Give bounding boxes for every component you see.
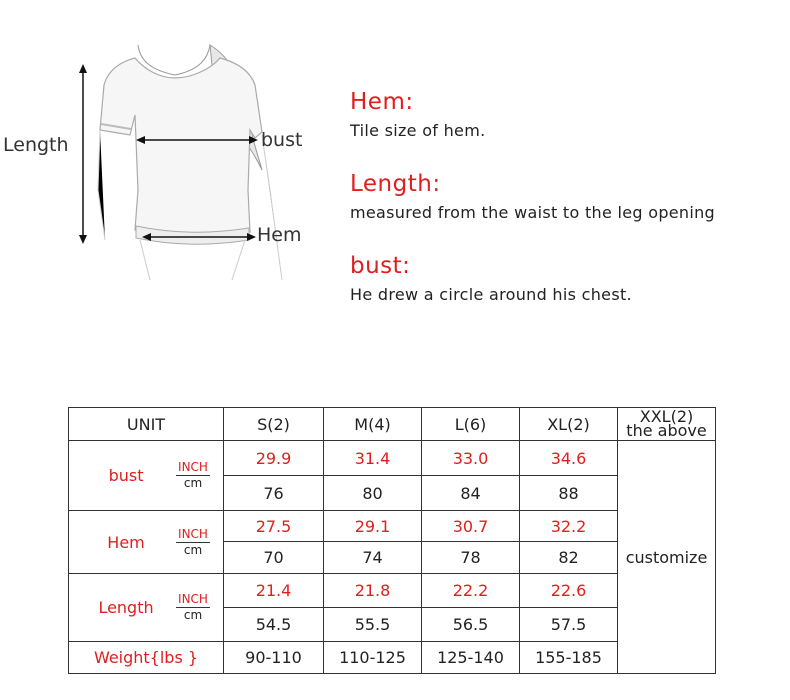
table-cell: 56.5 bbox=[422, 608, 520, 642]
table-cell: 70 bbox=[224, 542, 324, 574]
table-cell: 30.7 bbox=[422, 511, 520, 542]
definition-text: He drew a circle around his chest. bbox=[350, 285, 632, 304]
table-cell: 74 bbox=[324, 542, 422, 574]
metric-label: bust bbox=[108, 466, 144, 485]
length-label: Length bbox=[3, 134, 69, 156]
table-cell: 27.5 bbox=[224, 511, 324, 542]
table-cell: 110-125 bbox=[324, 642, 422, 674]
table-cell: 57.5 bbox=[520, 608, 618, 642]
table-cell: 80 bbox=[324, 476, 422, 511]
table-cell: 32.2 bbox=[520, 511, 618, 542]
unit-fraction bbox=[176, 460, 210, 491]
table-cell: 55.5 bbox=[324, 608, 422, 642]
size-table bbox=[68, 407, 716, 674]
definition-hem bbox=[350, 88, 780, 170]
unit-cm: cm bbox=[183, 542, 203, 557]
table-cell: 29.1 bbox=[324, 511, 422, 542]
bust-label: bust bbox=[261, 129, 303, 151]
table-cell: 125-140 bbox=[422, 642, 520, 674]
header-xxl-line1: XXL(2) bbox=[639, 407, 694, 426]
header-xxl bbox=[618, 408, 716, 441]
header-l: L(6) bbox=[422, 408, 520, 441]
metric-cell-hem bbox=[69, 511, 224, 574]
unit-inch: INCH bbox=[178, 592, 208, 606]
unit-fraction bbox=[176, 527, 210, 558]
header-xxl-line2: the above bbox=[626, 421, 707, 440]
unit-inch: INCH bbox=[178, 460, 208, 474]
definitions bbox=[350, 88, 780, 334]
table-cell: 54.5 bbox=[224, 608, 324, 642]
hem-label: Hem bbox=[257, 224, 302, 246]
table-cell: 84 bbox=[422, 476, 520, 511]
measurement-figure bbox=[0, 40, 320, 285]
definition-title: bust: bbox=[350, 253, 411, 279]
definition-length bbox=[350, 170, 780, 252]
unit-cm: cm bbox=[183, 476, 203, 490]
table-cell: 90-110 bbox=[224, 642, 324, 674]
header-unit: UNIT bbox=[69, 408, 224, 441]
table-cell: 76 bbox=[224, 476, 324, 511]
unit-fraction bbox=[176, 592, 210, 623]
table-cell: 31.4 bbox=[324, 441, 422, 476]
table-cell: 29.9 bbox=[224, 441, 324, 476]
table-cell: 82 bbox=[520, 542, 618, 574]
table-cell: 34.6 bbox=[520, 441, 618, 476]
table-header-row bbox=[69, 408, 716, 441]
metric-label: Hem bbox=[107, 532, 145, 552]
table-cell: 22.2 bbox=[422, 574, 520, 608]
header-s: S(2) bbox=[224, 408, 324, 441]
table-cell: 21.4 bbox=[224, 574, 324, 608]
table-cell: 88 bbox=[520, 476, 618, 511]
header-m: M(4) bbox=[324, 408, 422, 441]
table-cell: 21.8 bbox=[324, 574, 422, 608]
unit-inch: INCH bbox=[178, 526, 208, 541]
unit-cm: cm bbox=[183, 608, 203, 622]
table-row bbox=[69, 441, 716, 476]
definition-title: Length: bbox=[350, 171, 441, 197]
metric-label: Length bbox=[98, 598, 154, 617]
weight-label: Weight{lbs } bbox=[69, 642, 224, 674]
tshirt-sketch bbox=[0, 40, 320, 285]
definition-text: measured from the waist to the leg opening bbox=[350, 203, 716, 222]
header-xl: XL(2) bbox=[520, 408, 618, 441]
definition-title: Hem: bbox=[350, 89, 414, 115]
definition-text: Tile size of hem. bbox=[350, 121, 486, 140]
table-cell: 33.0 bbox=[422, 441, 520, 476]
table-cell: 22.6 bbox=[520, 574, 618, 608]
definition-bust bbox=[350, 252, 780, 334]
metric-cell-bust bbox=[69, 441, 224, 511]
customize-cell: customize bbox=[618, 441, 716, 674]
metric-cell-length bbox=[69, 574, 224, 642]
table-cell: 78 bbox=[422, 542, 520, 574]
table-cell: 155-185 bbox=[520, 642, 618, 674]
